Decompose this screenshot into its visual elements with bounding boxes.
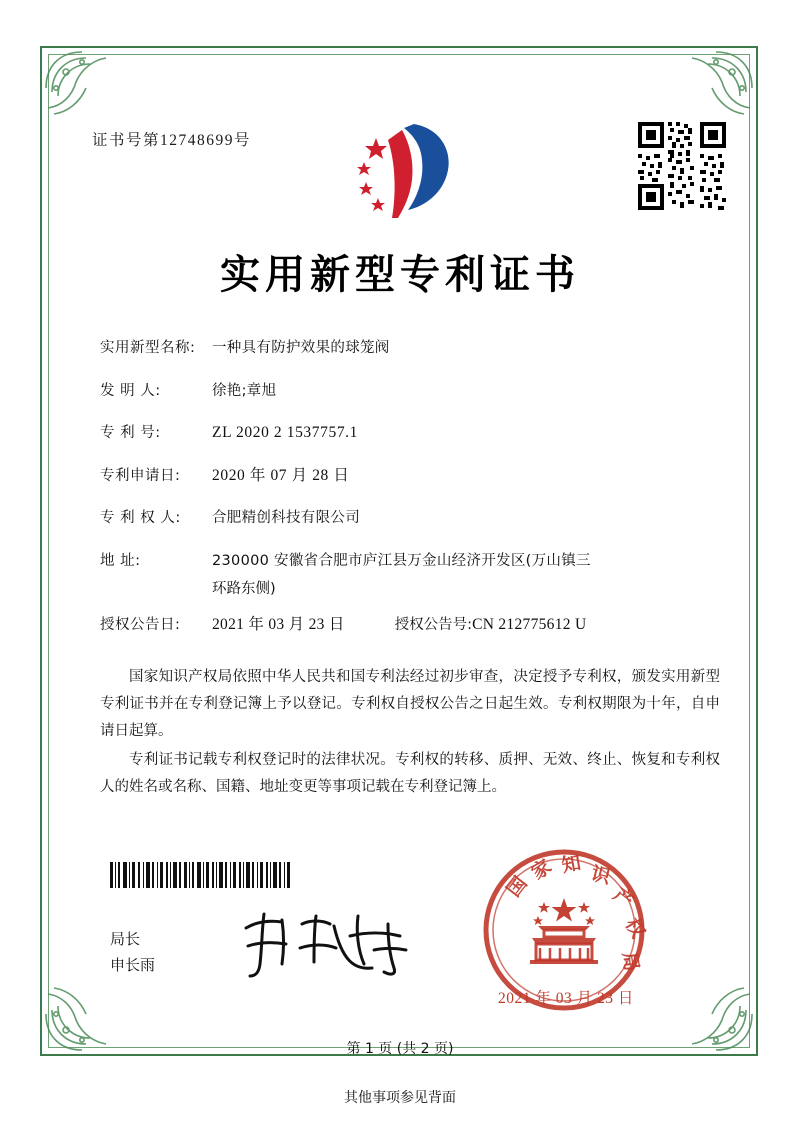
page-title: 实用新型专利证书 xyxy=(220,252,580,298)
footer-note: 其他事项参见背面 xyxy=(344,1090,456,1106)
certificate-number: 证书号第12748699号 xyxy=(92,132,252,149)
paragraph-grant: 国家知识产权局依照中华人民共和国专利法经过初步审查，决定授予专利权，颁发实用新型专利证书并在专利登记簿上予以登记。专利权自授权公告之日起生效。专利权期限为十年，自申请日起算。 xyxy=(100,669,720,739)
field-label: 专 利 权 人: xyxy=(100,510,181,526)
field-label-publication-date: 授权公告日: xyxy=(100,616,181,633)
handwritten-signature xyxy=(238,906,418,982)
field-row-address xyxy=(100,551,720,599)
field-row-utility-model-name xyxy=(100,338,720,358)
field-value-publication-number: CN 212775612 U xyxy=(472,615,587,633)
legal-text xyxy=(100,664,720,803)
field-label: 发 明 人: xyxy=(100,382,161,399)
field-row-application-date xyxy=(100,466,720,486)
field-list xyxy=(100,338,720,657)
barcode xyxy=(110,862,290,888)
field-value: 徐艳;章旭 xyxy=(212,382,277,399)
field-row-publication xyxy=(100,615,720,635)
field-row-patent-number xyxy=(100,423,720,443)
field-value: 合肥精创科技有限公司 xyxy=(212,510,360,526)
signature-block xyxy=(110,926,155,978)
svg-text:产: 产 xyxy=(608,883,638,913)
cnipa-logo-icon xyxy=(352,118,462,223)
qr-code xyxy=(636,120,728,212)
field-label-publication-number: 授权公告号: xyxy=(394,616,473,633)
field-value-publication-date: 2021 年 03 月 23 日 xyxy=(212,615,345,633)
director-name-label: 申长雨 xyxy=(110,956,156,974)
field-value: 230000 安徽省合肥市庐江县万金山经济开发区(万山镇三 xyxy=(212,552,591,569)
field-value: ZL 2020 2 1537757.1 xyxy=(212,424,359,441)
field-row-patentee xyxy=(100,508,720,528)
field-label: 专 利 号: xyxy=(100,425,161,441)
seal-date: 2021 年 03 月 23 日 xyxy=(498,990,634,1007)
director-role-label: 局长 xyxy=(110,930,141,948)
corner-ornament-icon xyxy=(684,48,756,120)
field-value-continuation: 环路东侧) xyxy=(212,580,276,597)
field-value: 一种具有防护效果的球笼阀 xyxy=(212,340,390,356)
svg-text:局: 局 xyxy=(618,950,643,973)
svg-text:权: 权 xyxy=(620,914,648,942)
svg-text:知: 知 xyxy=(560,851,583,877)
field-label: 地 址: xyxy=(100,552,141,569)
paragraph-registry: 专利证书记载专利权登记时的法律状况。专利权的转移、质押、无效、终止、恢复和专利权人的姓名或名称、国籍、地址变更等事项记载在专利登记簿上。 xyxy=(100,752,720,795)
svg-text:家: 家 xyxy=(527,855,556,885)
svg-text:识: 识 xyxy=(588,862,613,889)
field-value: 2020 年 07 月 28 日 xyxy=(212,466,350,484)
svg-text:国: 国 xyxy=(502,872,532,902)
corner-ornament-icon xyxy=(42,48,114,120)
field-row-inventor xyxy=(100,381,720,401)
field-label: 实用新型名称: xyxy=(100,340,196,356)
page-number: 第 1 页 (共 2 页) xyxy=(346,1041,454,1057)
field-label: 专利申请日: xyxy=(100,467,181,484)
